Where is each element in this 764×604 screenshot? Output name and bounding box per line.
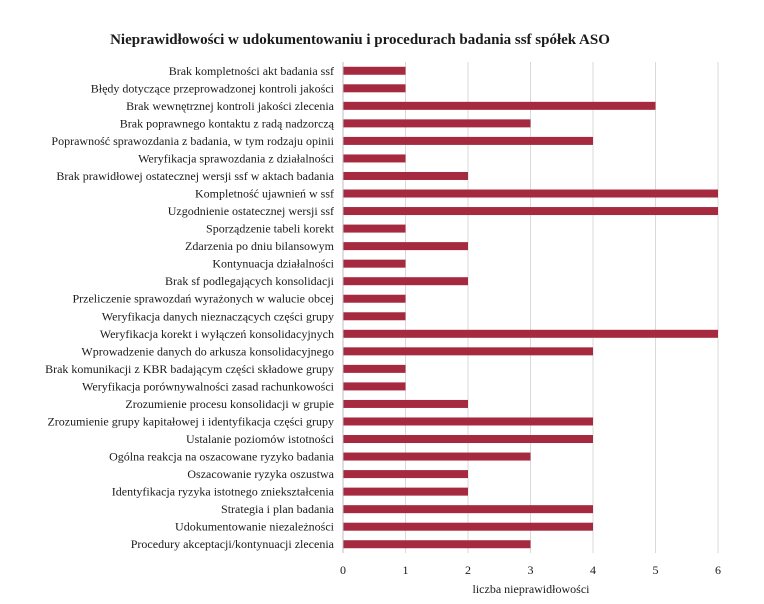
bar	[343, 119, 531, 127]
category-label: Brak sf podlegających konsolidacji	[165, 274, 334, 289]
x-tick-label: 6	[715, 563, 721, 577]
category-label: Weryfikacja danych nieznaczących części grupy	[101, 309, 334, 324]
category-label: Ogólna reakcja na oszacowane ryzyko badania	[109, 449, 334, 464]
bar	[343, 295, 406, 303]
bar	[343, 207, 718, 215]
category-label: Brak komunikacji z KBR badającym części składowe grupy	[45, 361, 334, 376]
bar	[343, 330, 718, 338]
bar	[343, 540, 531, 548]
bar	[343, 382, 406, 390]
x-tick-label: 1	[402, 563, 409, 577]
category-label: Udokumentowanie niezależności	[175, 519, 334, 534]
bar	[343, 277, 468, 285]
bar	[343, 312, 406, 320]
category-label: Przeliczenie sprawozdań wyrażonych w walucie obcej	[72, 291, 334, 306]
bar	[343, 400, 468, 408]
bar	[343, 172, 468, 180]
category-label: Zrozumienie grupy kapitałowej i identyfikacja części grupy	[47, 414, 334, 429]
category-label: Brak poprawnego kontaktu z radą nadzorczą	[119, 116, 334, 131]
bar	[343, 67, 406, 75]
bar	[343, 470, 468, 478]
category-label: Procedury akceptacji/kontynuacji zlecenia	[130, 537, 334, 552]
chart-title: Nieprawidłowości w udokumentowaniu i procedurach badania ssf spółek ASO	[110, 32, 610, 48]
category-label: Weryfikacja porównywalności zasad rachunkowości	[82, 379, 334, 394]
bar	[343, 137, 593, 145]
x-tick-label: 3	[527, 563, 534, 577]
bar	[343, 523, 593, 531]
category-label: Zdarzenia po dniu bilansowym	[185, 239, 334, 254]
category-label: Zrozumienie procesu konsolidacji w grupie	[125, 396, 334, 411]
bar	[343, 417, 593, 425]
bar	[343, 347, 593, 355]
category-label: Brak wewnętrznej kontroli jakości zlecenia	[126, 98, 334, 113]
bar	[343, 225, 406, 233]
x-tick-label: 4	[590, 563, 596, 577]
bar	[343, 154, 406, 162]
category-label: Brak prawidłowej ostatecznej wersji ssf w aktach badania	[56, 168, 334, 183]
x-axis-ticks	[340, 563, 721, 577]
category-label: Brak kompletności akt badania ssf	[168, 63, 334, 78]
bar	[343, 488, 468, 496]
x-axis-title: liczba nieprawidłowości	[472, 582, 590, 596]
bar	[343, 190, 718, 198]
category-labels	[45, 64, 335, 551]
bar	[343, 453, 531, 461]
bar	[343, 365, 406, 373]
bar	[343, 505, 593, 513]
category-label: Ustalanie poziomów istotności	[186, 432, 334, 447]
category-label: Wprowadzenie danych do arkusza konsolidacyjnego	[81, 344, 334, 359]
category-label: Poprawność sprawozdania z badania, w tym rodzaju opinii	[51, 133, 334, 148]
bar	[343, 260, 406, 268]
bar	[343, 242, 468, 250]
x-tick-label: 2	[465, 563, 471, 577]
category-label: Weryfikacja korekt i wyłączeń konsolidacyjnych	[99, 326, 334, 341]
category-label: Błędy dotyczące przeprowadzonej kontroli jakości	[90, 81, 334, 96]
bar	[343, 84, 406, 92]
category-label: Sporządzenie tabeli korekt	[206, 221, 334, 236]
category-label: Identyfikacja ryzyka istotnego zniekształcenia	[111, 484, 334, 499]
category-label: Uzgodnienie ostatecznej wersji ssf	[167, 204, 334, 219]
category-label: Kontynuacja działalności	[212, 256, 334, 271]
bar	[343, 102, 656, 110]
bar	[343, 435, 593, 443]
category-label: Strategia i plan badania	[221, 502, 334, 517]
x-tick-label: 0	[340, 563, 346, 577]
gridlines	[406, 62, 719, 553]
category-label: Oszacowanie ryzyka oszustwa	[187, 467, 334, 482]
category-label: Weryfikacja sprawozdania z działalności	[138, 151, 334, 166]
x-tick-label: 5	[652, 563, 659, 577]
category-label: Kompletność ujawnień w ssf	[195, 186, 334, 201]
